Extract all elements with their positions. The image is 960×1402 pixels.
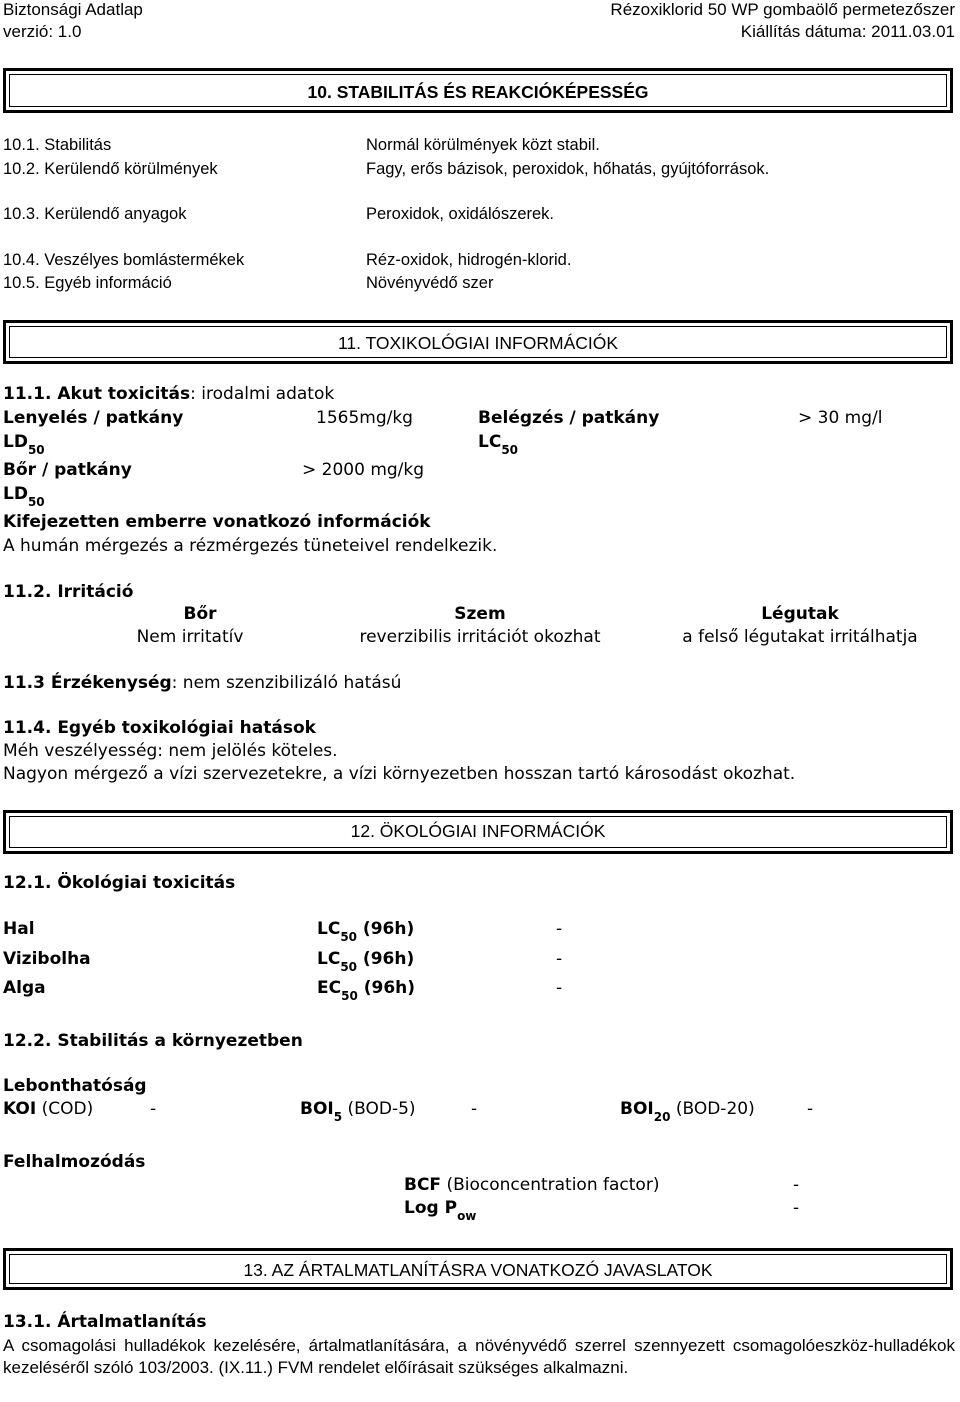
boi5-bod5: $BOI_5$ (BOD-5) [300,1099,416,1124]
eco-row-daphnia-value: - [556,949,563,969]
section-11-header [3,320,953,364]
eco-row-algae-metric: $EC_{50}$ (96h) [317,978,416,1003]
doc-version: verzió: 1.0 [3,22,82,41]
logpow-label: Log $P_{ow}$ [404,1198,477,1223]
issue-date: Kiállítás dátuma: 2011.03.01 [740,22,955,41]
irritation-value-skin: Nem irritatív [136,627,244,647]
s10-row-1-value: Normál körülmények közt stabil. [366,136,600,154]
degradability-heading: Lebonthatóság [3,1076,147,1096]
disposal-text: A csomagolási hulladékok kezelésére, ártalmatlanítására, a növényvédő szerrel szennyezett csomagolóeszköz-hulladékok kezeléséről szóló 103/2003. (IX.11.) FVM rendelet előírásait szükséges alkalmazni. [3,1336,955,1377]
section-12-title: 12. ÖKOLÓGIAI INFORMÁCIÓK [350,821,606,841]
irritation-header-airways: Légutak [761,604,839,624]
oral-label: Lenyelés / patkány [3,408,184,428]
boi20-bod20: $BOI_{20}$ (BOD-20) [620,1099,755,1124]
irritation-header-skin: Bőr [183,604,217,624]
section-13-header [3,1248,953,1290]
bcf-label: BCF (Bioconcentration factor) [404,1175,660,1195]
bee-hazard-text: Méh veszélyesség: nem jelölés köteles. [3,741,338,761]
acute-toxicity-heading: 11.1. Akut toxicitás: irodalmi adatok [3,384,335,404]
s10-row-3-label: 10.3. Kerülendő anyagok [3,205,187,223]
skin-value: > 2000 mg/kg [302,460,425,480]
inhalation-label: Belégzés / patkány [478,408,660,428]
bioaccumulation-heading: Felhalmozódás [3,1152,146,1172]
eco-row-fish-metric: $LC_{50}$ (96h) [317,919,415,944]
boi5-value: - [471,1099,478,1119]
s10-row-5-value: Növényvédő szer [366,274,494,292]
s10-row-2-label: 10.2. Kerülendő körülmények [3,160,218,178]
human-info-text: A humán mérgezés a rézmérgezés tüneteivel rendelkezik. [3,536,498,556]
section-12-header [3,810,953,854]
aquatic-hazard-text: Nagyon mérgező a vízi szervezetekre, a vízi környezetben hosszan tartó károsodást okozhat. [3,764,796,784]
irritation-value-airways: a felső légutakat irritálhatja [682,627,918,647]
sensitisation: 11.3 Érzékenység: nem szenzibilizáló hatású [3,673,402,693]
koi-cod: KOI (COD) [3,1099,94,1119]
eco-row-fish-org: Hal [3,919,35,939]
s10-row-2-value: Fagy, erős bázisok, peroxidok, hőhatás, gyújtóforrások. [366,160,770,178]
koi-value: - [150,1099,157,1119]
eco-row-daphnia-org: Vizibolha [3,949,91,969]
section-13-title: 13. AZ ÁRTALMATLANÍTÁSRA VONATKOZÓ JAVASLATOK [243,1260,713,1280]
eco-row-algae-org: Alga [3,978,46,998]
bcf-value: - [793,1175,800,1195]
s10-row-1-label: 10.1. Stabilitás [3,136,112,154]
eco-row-daphnia-metric: $LC_{50}$ (96h) [317,949,415,974]
inhalation-value: > 30 mg/l [798,408,883,428]
eco-row-algae-value: - [556,978,563,998]
s10-row-4-label: 10.4. Veszélyes bomlástermékek [3,251,245,269]
oral-value: 1565mg/kg [316,408,413,428]
logpow-value: - [793,1198,800,1218]
oral-ld50: $LD_{50}$ [3,432,45,457]
section-10-title: 10. STABILITÁS ÉS REAKCIÓKÉPESSÉG [307,82,649,102]
eco-toxicity-heading: 12.1. Ökológiai toxicitás [3,873,236,893]
s10-row-5-label: 10.5. Egyéb információ [3,274,172,292]
disposal-heading: 13.1. Ártalmatlanítás [3,1312,207,1332]
skin-label: Bőr / patkány [3,460,132,480]
s10-row-3-value: Peroxidok, oxidálószerek. [366,205,555,223]
boi20-value: - [807,1099,814,1119]
product-name: Rézoxiklorid 50 WP gombaölő permetezőszer [610,0,955,19]
skin-ld50: $LD_{50}$ [3,484,45,509]
s10-row-4-value: Réz-oxidok, hidrogén-klorid. [366,251,572,269]
doc-type: Biztonsági Adatlap [3,0,143,19]
eco-row-fish-value: - [556,919,563,939]
other-tox-heading: 11.4. Egyéb toxikológiai hatások [3,718,316,738]
irritation-header-eye: Szem [454,604,506,624]
irritation-value-eye: reverzibilis irritációt okozhat [359,627,601,647]
section-11-title: 11. TOXIKOLÓGIAI INFORMÁCIÓK [337,333,619,353]
irritation-heading: 11.2. Irritáció [3,582,134,602]
section-10-header [3,68,953,113]
env-stability-heading: 12.2. Stabilitás a környezetben [3,1031,303,1051]
human-info-heading: Kifejezetten emberre vonatkozó információk [3,512,431,532]
inhalation-lc50: $LC_{50}$ [478,432,519,457]
